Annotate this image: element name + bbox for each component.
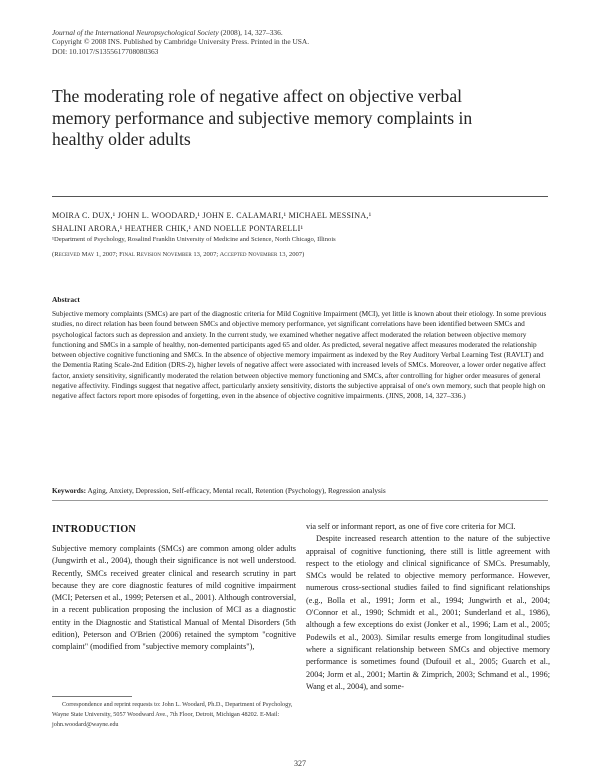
left-column bbox=[52, 543, 296, 654]
intro-paragraph-2: Despite increased research attention to the nature of the subjective appraisal of cognitive functioning, there still is little agreement with respect to the etiology and clinical significance of SMCs. Presumably, SMCs would be related to objective memory performance. However, numerous cross-sectional studies failed to find significant relationships (e.g., Bolla et al., 1991; Jorm et al., 1994; Jungwirth et al., 2004; O'Connor et al., 1990; Schmidt et al., 2001; Sunderland et al., 1986), although a few exceptions do exist (Jonker et al., 1996; Lam et al., 2005; Podewils et al., 2003). Similar results emerge from longitudinal studies where a significant relationship between SMCs and objective memory performance is sometimes found (Dufouil et al., 2005; Guarch et al., 2004; Jorm et al., 2001; Martin & Zimprich, 2003; Schmand et al., 1996; Wang et al., 2004), and some- bbox=[306, 534, 550, 691]
journal-citation: (2008), 14, 327–336. bbox=[220, 28, 283, 37]
correspondence-footnote: Correspondence and reprint requests to: John L. Woodard, Ph.D., Department of Psychology, Wayne State University, 5057 Woodward Ave., 7th Floor, Detroit, Michigan 48202. E-Mail: john.woodard@wayne.edu bbox=[52, 701, 293, 728]
authors-line-1: MOIRA C. DUX,¹ JOHN L. WOODARD,¹ JOHN E. CALAMARI,¹ MICHAEL MESSINA,¹ bbox=[52, 211, 372, 220]
keywords bbox=[52, 486, 552, 495]
abstract-divider bbox=[52, 500, 548, 501]
article-title: The moderating role of negative affect on objective verbal memory performance and subjective memory complaints in healthy older adults bbox=[52, 86, 473, 149]
authors-line-2: SHALINI ARORA,¹ HEATHER CHIK,¹ AND NOELLE PONTARELLI¹ bbox=[52, 223, 304, 233]
journal-header bbox=[52, 28, 309, 56]
title-divider bbox=[52, 196, 548, 197]
footnote-rule bbox=[52, 696, 132, 697]
abstract-text: Subjective memory complaints (SMCs) are part of the diagnostic criteria for Mild Cognitive Impairment (MCI), yet little is known about their etiology. In some previous studies, no direct relation has been found between SMCs and objective memory performance, yet significant correlations have been identified between SMCs and psychological factors such as depression and anxiety. In the current study, we examined whether negative affect moderated the relation between objective memory functioning and SMCs in a sample of healthy, non-demented participants aged 65 and older. As predicted, several negative affect measures moderated the relationship between objective cognitive functioning and SMCs. In the absence of objective memory impairment as indexed by the Rey Auditory Verbal Learning Test (RAVLT) and the Dementia Rating Scale-2nd Edition (DRS-2), higher levels of negative affect were associated with increased levels of SMCs. Moreover, a lower order negative affect factor, anxiety sensitivity, significantly moderated the relation between objective memory functioning and SMCs, after controlling for higher order measures of general negative affectivity. Findings suggest that negative affect, particularly anxiety sensitivity, distorts the subjective appraisal of one's own memory, such that people high on negative affect factors report more episodes of forgetting, even in the absence of objective cognitive impairments. (JINS, 2008, 14, 327–336.) bbox=[52, 309, 547, 400]
keywords-list: Aging, Anxiety, Depression, Self-efficacy, Mental recall, Retention (Psychology), Regression analysis bbox=[87, 486, 386, 495]
journal-name: Journal of the International Neuropsychological Society bbox=[52, 28, 219, 37]
right-column bbox=[306, 521, 550, 693]
author-list bbox=[52, 210, 552, 235]
copyright-line: Copyright © 2008 INS. Published by Cambridge University Press. Printed in the USA. bbox=[52, 37, 310, 47]
introduction-heading: INTRODUCTION bbox=[52, 524, 136, 535]
keywords-label: Keywords: bbox=[52, 486, 87, 495]
page-number: 327 bbox=[294, 759, 306, 768]
intro-paragraph-1-cont: via self or informant report, as one of five core criteria for MCI. bbox=[306, 522, 516, 531]
affiliation: ¹Department of Psychology, Rosalind Franklin University of Medicine and Science, North Chicago, Illinois bbox=[52, 236, 336, 243]
abstract-heading: Abstract bbox=[52, 295, 80, 304]
intro-paragraph-1: Subjective memory complaints (SMCs) are common among older adults (Jungwirth et al., 2004), though their significance is not well understood. Recently, SMCs received greater clinical and research scrutiny in part because they are core diagnostic features of mild cognitive impairment (MCI; Petersen et al., 1999; Petersen et al., 2001). Although controversial, in a recent publication proposing the inclusion of MCI as a diagnostic entity in the Diagnostic and Statistical Manual of Mental Disorders (5th edition), Peterson and O'Brien (2006) retained the symptom "cognitive complaint" (modified from "subjective memory complaints"), bbox=[52, 544, 296, 652]
received-dates: (Received May 1, 2007; Final Revision November 13, 2007; Accepted November 13, 2007) bbox=[52, 251, 305, 258]
doi-line: DOI: 10.1017/S1355617708080363 bbox=[52, 46, 159, 56]
